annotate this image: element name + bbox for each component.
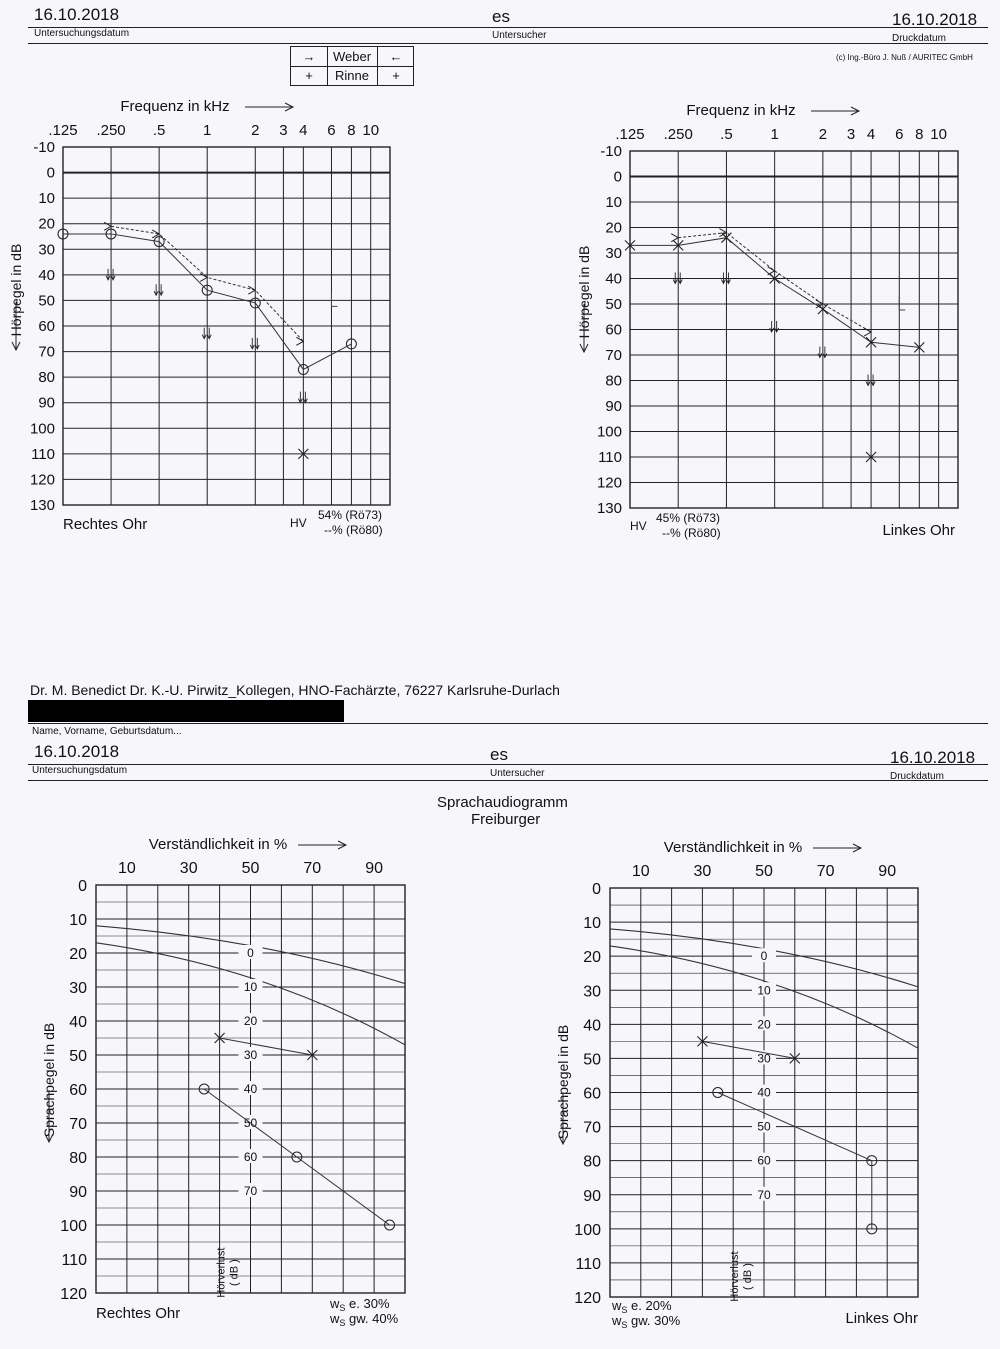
x-tick-label: 50 <box>241 860 260 877</box>
series-line <box>220 1038 313 1055</box>
rinne-left-value: + <box>377 66 414 85</box>
y-tick-label: 60 <box>38 318 55 335</box>
hearing-loss-label: 60 <box>243 1150 258 1164</box>
examiner: es <box>492 7 510 26</box>
ear-label: Rechtes Ohr <box>96 1305 181 1322</box>
y-tick-label: 100 <box>596 423 622 441</box>
y-tick-label: 30 <box>38 241 55 259</box>
y-tick-label: 90 <box>583 1187 601 1205</box>
y-tick-label: 30 <box>69 980 87 997</box>
ws-gw-value: 30% <box>654 1313 681 1328</box>
ear-label: Linkes Ohr <box>845 1310 918 1327</box>
exam-date-label: Untersuchungsdatum <box>34 28 130 39</box>
x-tick-label: 10 <box>631 863 650 880</box>
print-date-label: Druckdatum <box>892 33 946 44</box>
y-tick-label: 50 <box>583 1051 601 1069</box>
y-tick-label: 130 <box>596 500 622 517</box>
x-tick-label: 2 <box>818 126 828 143</box>
rinne-right-value: + <box>291 66 328 85</box>
speech-title: Sprachaudiogramm <box>437 794 568 811</box>
hearing-loss-label: 50 <box>757 1119 771 1134</box>
hv-label: HV <box>290 516 307 530</box>
y-tick-label: -10 <box>33 139 55 156</box>
ws-gw-value: 40% <box>372 1311 399 1326</box>
hv-label: HV <box>630 519 647 533</box>
hearing-loss-label: 70 <box>243 1184 258 1198</box>
y-tick-label: 60 <box>605 321 622 339</box>
y-tick-label: 50 <box>38 292 55 310</box>
x-tick-label: 2 <box>251 122 260 139</box>
x-tick-label: 10 <box>362 122 380 139</box>
data-point-bracket <box>899 296 905 310</box>
ws-e-label: e. <box>349 1296 364 1311</box>
y-tick-label: 120 <box>29 471 55 489</box>
x-tick-label: 10 <box>118 860 136 877</box>
y-tick-label: 130 <box>29 497 55 514</box>
x-tick-label: .125 <box>615 126 645 143</box>
patient-label: Name, Vorname, Geburtsdatum... <box>32 726 182 737</box>
y-tick-label: 40 <box>583 1017 601 1035</box>
y-tick-label: -10 <box>600 143 622 160</box>
print-date-label: Druckdatum <box>890 771 944 782</box>
weber-label: Weber <box>332 49 372 64</box>
x-axis-title: Verständlichkeit in % <box>148 836 288 853</box>
y-tick-label: 10 <box>38 190 55 208</box>
y-tick-label: 10 <box>583 915 601 933</box>
x-tick-label: .5 <box>152 122 166 139</box>
y-axis-title: Hörpegel in dB <box>8 243 24 337</box>
x-tick-label: 6 <box>895 126 904 143</box>
hearing-loss-label: 0 <box>247 946 254 960</box>
x-tick-label: 3 <box>279 122 288 139</box>
y-tick-label: 0 <box>592 881 601 898</box>
x-tick-label: 4 <box>866 126 876 143</box>
y-tick-label: 110 <box>31 445 55 463</box>
y-tick-label: 10 <box>69 912 87 929</box>
hearing-loss-label: 40 <box>757 1085 771 1100</box>
hearing-loss-axis-unit: ( dB ) <box>228 1259 241 1287</box>
x-tick-label: 3 <box>846 126 856 143</box>
y-tick-label: 80 <box>605 372 622 390</box>
y-tick-label: 40 <box>69 1014 87 1031</box>
hearing-loss-axis-title: Hörverlust <box>215 1247 228 1298</box>
y-tick-label: 120 <box>60 1286 87 1303</box>
ws-gw-score: $w_S$ gw. 40% <box>330 1311 399 1328</box>
exam-date: 16.10.2018 <box>34 742 120 761</box>
rinne-label: Rinne <box>335 68 369 83</box>
ear-label: Rechtes Ohr <box>63 516 148 533</box>
x-tick-label: 70 <box>816 863 835 880</box>
x-tick-label: .5 <box>720 126 733 143</box>
y-tick-label: 90 <box>69 1184 87 1201</box>
hearing-loss-label: 30 <box>757 1051 771 1066</box>
y-tick-label: 100 <box>29 420 55 438</box>
y-tick-label: 80 <box>38 369 55 387</box>
x-axis-title: Frequenz in kHz <box>120 98 230 115</box>
y-tick-label: 90 <box>38 394 55 412</box>
y-tick-label: 50 <box>605 296 622 313</box>
y-tick-label: 70 <box>69 1116 87 1133</box>
speech-subtitle: Freiburger <box>471 811 541 828</box>
y-tick-label: 110 <box>598 449 622 466</box>
hearing-loss-label: 30 <box>243 1048 258 1062</box>
x-tick-label: 1 <box>770 126 779 143</box>
y-tick-label: 120 <box>574 1290 601 1307</box>
x-tick-label: 90 <box>365 860 383 877</box>
y-tick-label: 70 <box>605 347 622 364</box>
x-tick-label: 90 <box>878 863 897 880</box>
exam-date: 16.10.2018 <box>34 5 120 24</box>
y-tick-label: 60 <box>69 1082 87 1099</box>
y-tick-label: 50 <box>69 1048 87 1065</box>
hearing-loss-label: 10 <box>243 980 258 994</box>
examiner-label: Untersucher <box>490 768 545 779</box>
y-tick-label: 20 <box>605 219 622 237</box>
x-tick-label: .250 <box>663 126 693 143</box>
ws-e-label: e. <box>631 1298 646 1313</box>
ws-gw-label: gw. <box>349 1311 373 1326</box>
y-tick-label: 0 <box>46 164 55 182</box>
print-date: 16.10.2018 <box>890 748 976 767</box>
ws-e-score: $w_S$ e. 20% <box>612 1298 672 1315</box>
y-tick-label: 20 <box>583 949 601 967</box>
y-tick-label: 30 <box>605 245 622 262</box>
y-tick-label: 20 <box>38 215 55 233</box>
ws-gw-score: $w_S$ gw. 30% <box>612 1313 681 1330</box>
weber-right-arrow-icon: → <box>291 47 328 66</box>
ws-e-value: 20% <box>645 1298 672 1313</box>
hearing-loss-label: 20 <box>757 1017 771 1032</box>
y-axis-title: Sprachpegel in dB <box>41 1022 57 1138</box>
hearing-loss-axis-title: Hörverlust <box>729 1251 742 1302</box>
x-tick-label: 30 <box>693 863 712 880</box>
x-tick-label: 8 <box>347 122 356 139</box>
examiner-label: Untersucher <box>492 30 547 41</box>
series-line <box>702 1041 794 1058</box>
y-tick-label: 40 <box>605 270 622 288</box>
ws-gw-label: gw. <box>631 1313 655 1328</box>
x-tick-label: .250 <box>96 122 126 139</box>
hearing-loss-label: 0 <box>760 949 768 964</box>
x-tick-label: 30 <box>179 860 198 877</box>
hearing-loss-label: 40 <box>243 1082 258 1096</box>
speech-score-ro73: 45% (Rö73) <box>656 511 721 525</box>
y-tick-label: 10 <box>605 194 622 211</box>
copyright-note: (c) Ing.-Büro J. Nuß / AURITEC GmbH <box>836 53 973 62</box>
x-tick-label: 1 <box>203 122 212 139</box>
y-tick-label: 80 <box>583 1153 601 1171</box>
y-tick-label: 70 <box>38 343 55 361</box>
weber-left-arrow-icon: ← <box>377 47 414 66</box>
y-tick-label: 100 <box>574 1221 601 1239</box>
hearing-loss-label: 20 <box>243 1014 258 1028</box>
y-tick-label: 70 <box>583 1119 601 1137</box>
exam-date-label: Untersuchungsdatum <box>32 765 128 776</box>
y-tick-label: 0 <box>613 168 622 186</box>
y-tick-label: 110 <box>61 1252 87 1269</box>
examiner: es <box>490 745 508 764</box>
y-tick-label: 110 <box>575 1255 601 1273</box>
practice-name: Dr. M. Benedict Dr. K.-U. Pirwitz_Kollegen, HNO-Fachärzte, 76227 Karlsruhe-Durlach <box>30 682 560 698</box>
speech-score-ro80: --% (Rö80) <box>324 523 383 537</box>
x-tick-label: 50 <box>755 863 773 880</box>
x-axis-title: Frequenz in kHz <box>686 102 796 119</box>
data-point-arrow <box>671 234 678 242</box>
y-tick-label: 80 <box>69 1150 87 1167</box>
speech-score-ro80: --% (Rö80) <box>662 526 721 540</box>
ws-e-value: 30% <box>363 1296 390 1311</box>
y-tick-label: 90 <box>605 398 622 415</box>
x-tick-label: 6 <box>327 122 336 139</box>
ws-e-score: $w_S$ e. 30% <box>330 1296 390 1313</box>
data-point-arrow <box>296 337 303 345</box>
y-tick-label: 100 <box>60 1218 87 1235</box>
x-tick-label: 4 <box>299 122 308 139</box>
x-tick-label: 8 <box>915 126 924 143</box>
hearing-loss-label: 70 <box>757 1187 771 1202</box>
y-tick-label: 40 <box>38 266 55 284</box>
y-axis-title: Hörpegel in dB <box>576 245 592 339</box>
data-point-bracket <box>331 292 337 306</box>
y-axis-title: Sprachpegel in dB <box>555 1024 571 1140</box>
y-tick-label: 120 <box>596 474 622 492</box>
x-tick-label: 10 <box>930 126 947 143</box>
x-tick-label: 70 <box>303 860 322 877</box>
print-date: 16.10.2018 <box>892 10 978 29</box>
hearing-loss-label: 50 <box>243 1116 258 1130</box>
x-axis-title: Verständlichkeit in % <box>663 839 803 856</box>
hearing-loss-label: 10 <box>757 983 771 998</box>
ear-label: Linkes Ohr <box>882 522 955 539</box>
y-tick-label: 30 <box>583 983 601 1001</box>
y-tick-label: 20 <box>69 946 87 963</box>
speech-score-ro73: 54% (Rö73) <box>318 508 383 522</box>
hearing-loss-label: 60 <box>757 1153 771 1168</box>
hearing-loss-axis-unit: ( dB ) <box>742 1263 755 1291</box>
y-tick-label: 0 <box>78 878 87 895</box>
x-tick-label: .125 <box>48 122 78 139</box>
y-tick-label: 60 <box>583 1085 601 1103</box>
